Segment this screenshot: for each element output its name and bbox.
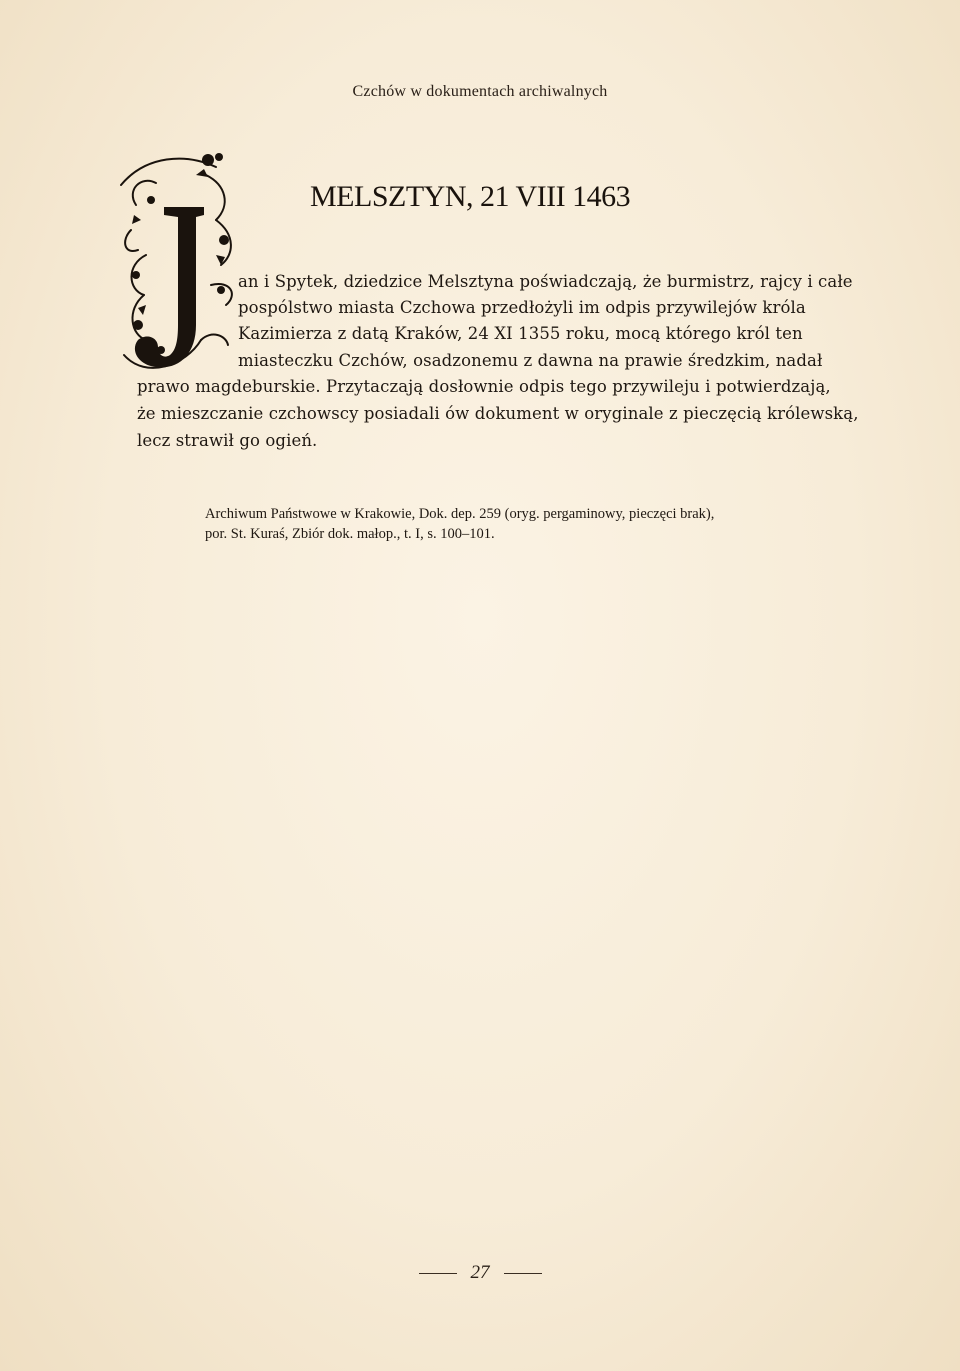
source-citation-line: por. St. Kuraś, Zbiór dok. małop., t. I, s. 100–101.	[205, 526, 495, 542]
page-number: 27	[470, 1262, 490, 1283]
body-line: miasteczku Czchów, osadzonemu z dawna na prawie średzkim, nadał	[238, 351, 823, 370]
source-citation-line: Archiwum Państwowe w Krakowie, Dok. dep. 259 (oryg. pergaminowy, pieczęci brak),	[205, 506, 715, 522]
footer-rule-right	[504, 1273, 542, 1274]
body-line: lecz strawił go ogień.	[137, 431, 318, 450]
document-title: MELSZTYN, 21 VIII 1463	[310, 180, 631, 213]
footer-rule-left	[419, 1273, 457, 1274]
body-line: pospólstwo miasta Czchowa przedłożyli im odpis przywilejów króla	[238, 298, 806, 317]
body-line: prawo magdeburskie. Przytaczają dosłownie odpis tego przywileju i potwierdzają,	[137, 377, 831, 396]
body-line: an i Spytek, dziedzice Melsztyna poświadczają, że burmistrz, rajcy i całe	[238, 272, 853, 291]
ornamental-initial-j-icon	[116, 145, 241, 380]
page-footer	[0, 1262, 960, 1284]
body-line: Kazimierza z datą Kraków, 24 XI 1355 roku, mocą którego król ten	[238, 324, 803, 343]
body-line: że mieszczanie czchowscy posiadali ów dokument w oryginale z pieczęcią królewską,	[137, 404, 859, 423]
ornamental-initial	[116, 145, 241, 380]
running-header: Czchów w dokumentach archiwalnych	[352, 83, 608, 100]
